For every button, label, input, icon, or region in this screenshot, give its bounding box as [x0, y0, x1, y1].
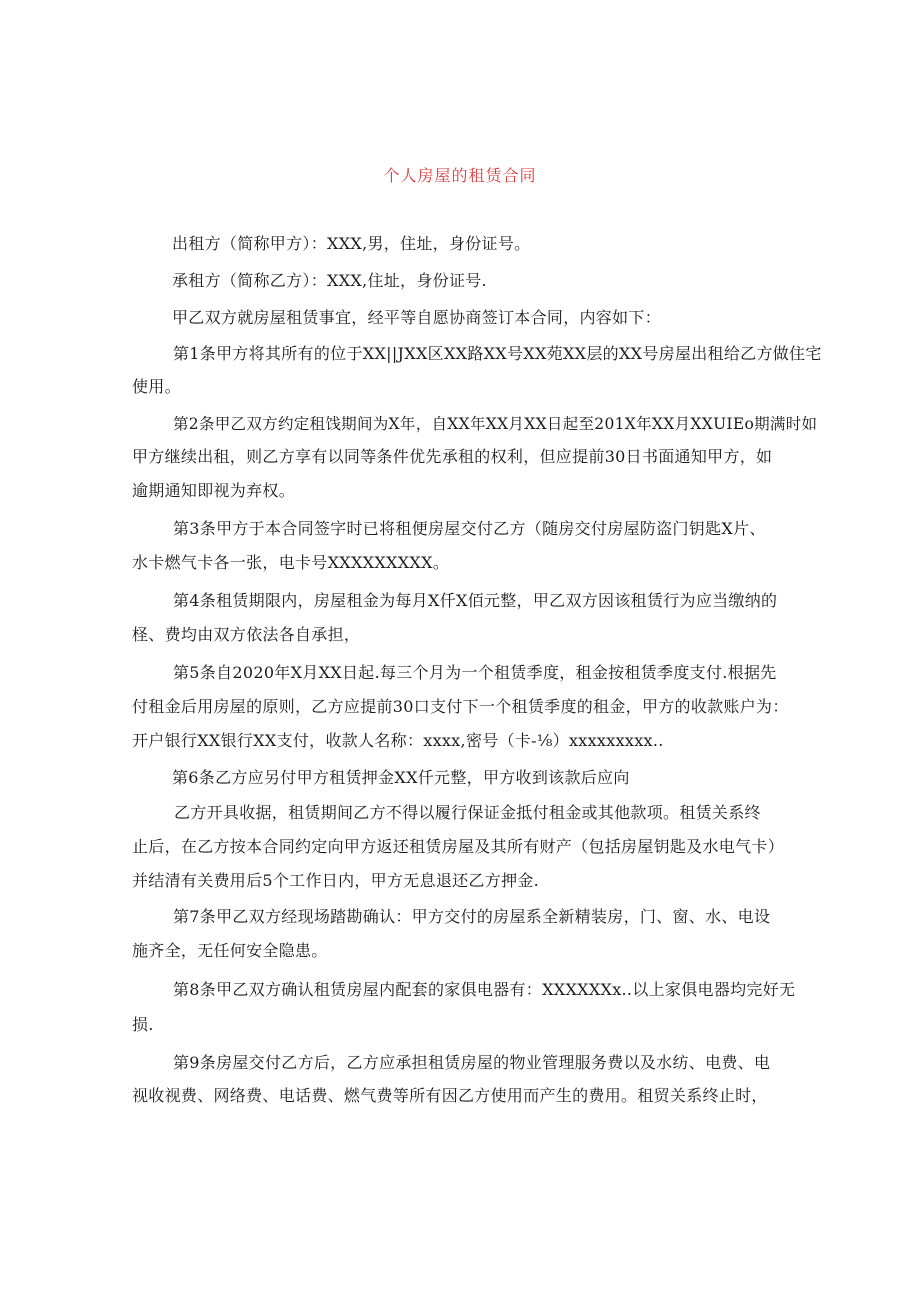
article-4-line-1: 第4条租赁期限内，房屋租金为每月X仟X佰元整，甲乙双方因该租赁行为应当缴纳的	[173, 591, 778, 610]
article-3-line-2: 水卡燃气卡各一张，电卡号XXXXXXXXX。	[132, 553, 450, 572]
article-2-line-3: 逾期通知即视为弃权。	[132, 481, 296, 500]
article-2-line-2: 甲方继续出租，则乙方享有以同等条件优先承租的权利，但应提前30日书面通知甲方，如	[132, 447, 773, 466]
article-7-line-1: 第7条甲乙双方经现场踏勘确认：甲方交付的房屋系全新精装房，门、窗、水、电设	[173, 907, 771, 926]
article-5-line-2: 付租金后用房屋的原则，乙方应提前30口支付下一个租赁季度的租金，甲方的收款账户为：	[132, 697, 789, 716]
article-2-line-1: 第2条甲乙双方约定租饯期间为X年，自XX年XX月XX日起至201X年XX月XXUIEo期满时如	[173, 415, 818, 433]
article-6-line-1: 第6条乙方应另付甲方租赁押金XX仟元整，甲方收到该款后应向	[172, 768, 630, 787]
article-6-line-3: 止后，在乙方按本合同约定向甲方返还租赁房屋及其所有财产（包括房屋钥匙及水电气卡）	[132, 837, 785, 856]
party-b-line: 承租方（简称乙方）：XXX,住址，身份证号.	[172, 271, 487, 290]
article-8-line-1: 第8条甲乙双方确认租赁房屋内配套的家俱电器有：XXXXXXx..以上家俱电器均完好无	[173, 980, 796, 999]
article-9-line-2: 视收视费、网络费、电话费、燃气费等所有因乙方使用而产生的费用。租贸关系终止时，	[132, 1086, 768, 1105]
article-5-line-3: 开户银行XX银行XX支付，收款人名称：xxxx,密号（卡-⅛）xxxxxxxxx..	[132, 731, 664, 750]
article-1-line-1: 第1条甲方将其所有的位于XX||JXX区XX路XX号XX苑XX层的XX号房屋出租给乙方做住宅	[173, 344, 822, 363]
article-6-line-2: 乙方开具收据，租赁期间乙方不得以履行保证金抵付租金或其他款项。租赁关系终	[174, 803, 761, 822]
article-9-line-1: 第9条房屋交付乙方后，乙方应承担租赁房屋的物业管理服务费以及水纺、电费、电	[173, 1053, 771, 1072]
article-6-line-4: 并结清有关费用后5个工作日内，甲方无息退还乙方押金.	[132, 871, 540, 890]
article-8-line-2: 损.	[132, 1015, 154, 1034]
article-4-line-2: 柽、费均由双方依法各自承担，	[132, 625, 361, 644]
article-5-line-1: 第5条自2020年X月XX日起.每三个月为一个租赁季度，租金按租赁季度支付.根据先	[173, 663, 777, 682]
article-3-line-1: 第3条甲方于本合同签字时已将租便房屋交付乙方（随房交付房屋防盗门钥匙X片、	[173, 519, 766, 538]
party-a-line: 出租方（简称甲方）：XXX,男，住址，身份证号。	[172, 234, 531, 253]
article-1-line-2: 使用。	[132, 377, 181, 396]
article-7-line-2: 施齐全，无任何安全隐患。	[132, 941, 328, 960]
page-title: 个人房屋的租赁合同	[383, 166, 537, 185]
preamble-line: 甲乙双方就房屋租赁事宜，经平等自愿协商签订本合同，内容如下：	[172, 308, 662, 327]
